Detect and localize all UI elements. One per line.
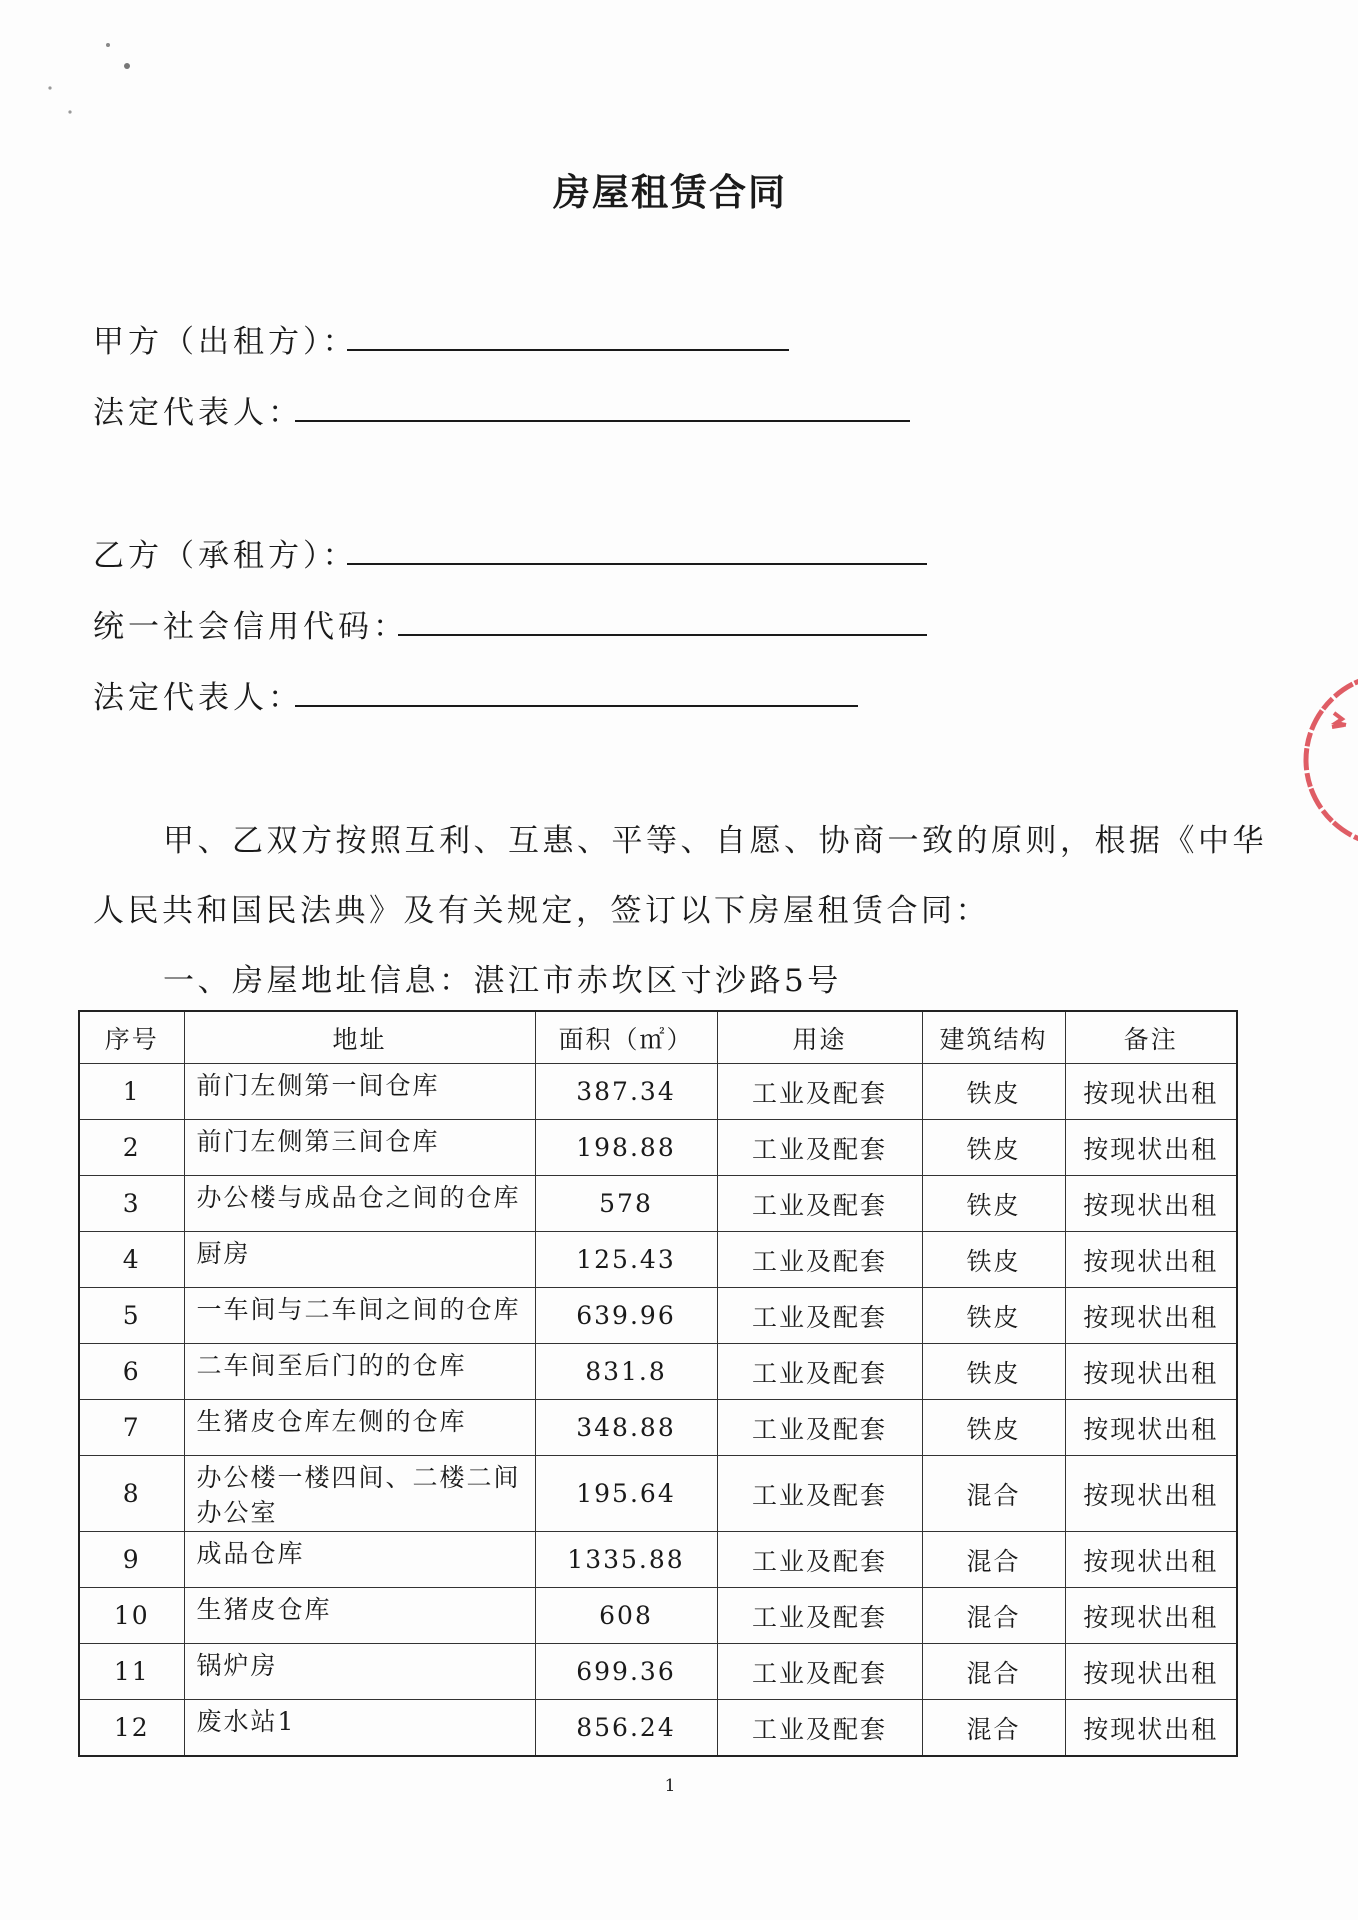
col-header-address: 地址 — [184, 1011, 535, 1064]
cell-address-line-2: 办公室 — [196, 1498, 278, 1527]
cell-note: 按现状出租 — [1065, 1120, 1237, 1176]
red-seal-stamp — [1294, 665, 1358, 855]
cell-no: 8 — [79, 1456, 184, 1532]
cell-use: 工业及配套 — [717, 1176, 922, 1232]
cell-structure: 铁皮 — [922, 1400, 1065, 1456]
col-header-note: 备注 — [1065, 1011, 1237, 1064]
cell-address: 锅炉房 — [184, 1644, 535, 1700]
cell-structure: 铁皮 — [922, 1064, 1065, 1120]
party-a-label: 甲方（出租方）： — [93, 324, 358, 360]
cell-no: 12 — [79, 1700, 184, 1757]
cell-use: 工业及配套 — [717, 1644, 922, 1700]
cell-area: 1335.88 — [535, 1532, 717, 1588]
table-row — [79, 1456, 1237, 1532]
cell-note: 按现状出租 — [1065, 1456, 1237, 1532]
cell-use: 工业及配套 — [717, 1120, 922, 1176]
table-row — [79, 1700, 1237, 1757]
cell-note: 按现状出租 — [1065, 1532, 1237, 1588]
table-row — [79, 1344, 1237, 1400]
scan-specks — [0, 0, 140, 130]
cell-use: 工业及配套 — [717, 1588, 922, 1644]
cell-use: 工业及配套 — [717, 1456, 922, 1532]
cell-structure: 铁皮 — [922, 1344, 1065, 1400]
table-row — [79, 1644, 1237, 1700]
cell-structure: 铁皮 — [922, 1176, 1065, 1232]
table-row — [79, 1176, 1237, 1232]
cell-address: 办公楼与成品仓之间的仓库 — [184, 1176, 535, 1232]
party-b-blank[interactable] — [347, 563, 927, 565]
cell-use: 工业及配套 — [717, 1232, 922, 1288]
cell-note: 按现状出租 — [1065, 1700, 1237, 1757]
cell-address — [184, 1456, 535, 1532]
intro-line-2: 人民共和国民法典》及有关规定，签订以下房屋租赁合同： — [93, 893, 990, 929]
cell-use: 工业及配套 — [717, 1288, 922, 1344]
property-table — [78, 1010, 1238, 1757]
cell-area: 348.88 — [535, 1400, 717, 1456]
cell-address: 生猪皮仓库 — [184, 1588, 535, 1644]
cell-use: 工业及配套 — [717, 1344, 922, 1400]
col-header-structure: 建筑结构 — [922, 1011, 1065, 1064]
cell-area: 125.43 — [535, 1232, 717, 1288]
cell-structure: 铁皮 — [922, 1120, 1065, 1176]
cell-use: 工业及配套 — [717, 1532, 922, 1588]
cell-note: 按现状出租 — [1065, 1644, 1237, 1700]
cell-use: 工业及配套 — [717, 1700, 922, 1757]
cell-no: 9 — [79, 1532, 184, 1588]
cell-note: 按现状出租 — [1065, 1400, 1237, 1456]
party-a-blank[interactable] — [347, 349, 789, 351]
party-a-rep-label: 法定代表人： — [93, 395, 303, 431]
cell-area: 831.8 — [535, 1344, 717, 1400]
cell-no: 11 — [79, 1644, 184, 1700]
cell-note: 按现状出租 — [1065, 1288, 1237, 1344]
contract-title: 房屋租赁合同 — [553, 171, 787, 214]
cell-address: 前门左侧第三间仓库 — [184, 1120, 535, 1176]
cell-no: 5 — [79, 1288, 184, 1344]
col-header-use: 用途 — [717, 1011, 922, 1064]
table-row — [79, 1400, 1237, 1456]
cell-note: 按现状出租 — [1065, 1344, 1237, 1400]
cell-no: 10 — [79, 1588, 184, 1644]
table-row — [79, 1120, 1237, 1176]
cell-area: 608 — [535, 1588, 717, 1644]
cell-address: 二车间至后门的的仓库 — [184, 1344, 535, 1400]
cell-area: 578 — [535, 1176, 717, 1232]
cell-structure: 铁皮 — [922, 1232, 1065, 1288]
cell-note: 按现状出租 — [1065, 1176, 1237, 1232]
cell-note: 按现状出租 — [1065, 1232, 1237, 1288]
cell-structure: 混合 — [922, 1588, 1065, 1644]
cell-no: 1 — [79, 1064, 184, 1120]
table-row — [79, 1588, 1237, 1644]
cell-area: 198.88 — [535, 1120, 717, 1176]
cell-structure: 混合 — [922, 1700, 1065, 1757]
page-number: 1 — [664, 1776, 676, 1796]
cell-area: 856.24 — [535, 1700, 717, 1757]
cell-address: 生猪皮仓库左侧的仓库 — [184, 1400, 535, 1456]
cell-no: 2 — [79, 1120, 184, 1176]
cell-no: 7 — [79, 1400, 184, 1456]
table-row — [79, 1288, 1237, 1344]
cell-structure: 混合 — [922, 1456, 1065, 1532]
col-header-area: 面积（㎡） — [535, 1011, 717, 1064]
cell-no: 6 — [79, 1344, 184, 1400]
cell-note: 按现状出租 — [1065, 1064, 1237, 1120]
table-row — [79, 1064, 1237, 1120]
intro-line-1: 甲、乙双方按照互利、互惠、平等、自愿、协商一致的原则，根据《中华 — [163, 823, 1267, 859]
party-b-rep-blank[interactable] — [295, 705, 858, 707]
cell-use: 工业及配套 — [717, 1064, 922, 1120]
cell-area: 195.64 — [535, 1456, 717, 1532]
cell-area: 387.34 — [535, 1064, 717, 1120]
cell-address: 成品仓库 — [184, 1532, 535, 1588]
cell-address: 前门左侧第一间仓库 — [184, 1064, 535, 1120]
cell-note: 按现状出租 — [1065, 1588, 1237, 1644]
cell-address: 废水站1 — [184, 1700, 535, 1757]
cell-address: 一车间与二车间之间的仓库 — [184, 1288, 535, 1344]
party-b-credit-code-label: 统一社会信用代码： — [93, 609, 408, 645]
cell-structure: 混合 — [922, 1644, 1065, 1700]
cell-use: 工业及配套 — [717, 1400, 922, 1456]
party-b-label: 乙方（承租方）： — [93, 538, 358, 574]
cell-address-line-1: 办公楼一楼四间、二楼二间 — [196, 1463, 521, 1492]
cell-address: 厨房 — [184, 1232, 535, 1288]
table-header-row — [79, 1011, 1237, 1064]
cell-structure: 混合 — [922, 1532, 1065, 1588]
party-b-credit-code-blank[interactable] — [398, 634, 927, 636]
cell-no: 3 — [79, 1176, 184, 1232]
cell-structure: 铁皮 — [922, 1288, 1065, 1344]
party-a-rep-blank[interactable] — [295, 420, 910, 422]
table-row — [79, 1532, 1237, 1588]
cell-area: 699.36 — [535, 1644, 717, 1700]
table-row — [79, 1232, 1237, 1288]
col-header-no: 序号 — [79, 1011, 184, 1064]
cell-area: 639.96 — [535, 1288, 717, 1344]
section-1-heading: 一、房屋地址信息：湛江市赤坎区寸沙路5号 — [163, 963, 842, 999]
cell-no: 4 — [79, 1232, 184, 1288]
party-b-rep-label: 法定代表人： — [93, 680, 303, 716]
